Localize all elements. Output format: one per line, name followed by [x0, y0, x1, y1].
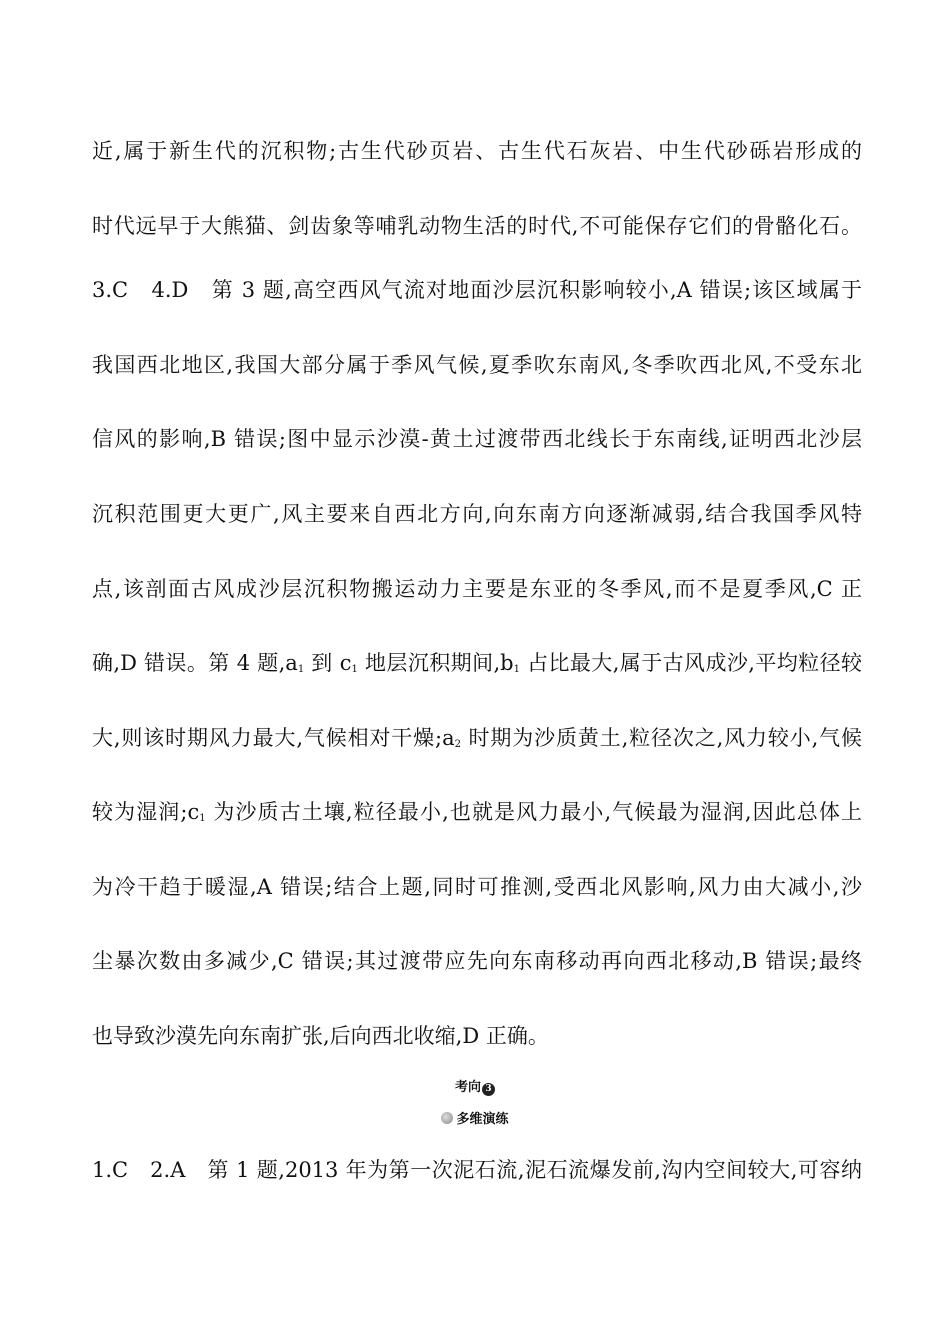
text-line: 1.C 2.A 第 1 题,2013 年为第一次泥石流,泥石流爆发前,沟内空间较大,可容纳 — [92, 1158, 862, 1182]
text-segment: 确,D 错误。第 4 题,a — [92, 651, 298, 675]
text-segment: 到 c — [304, 651, 352, 675]
text-line — [92, 797, 862, 834]
section-subtitle: 多维演练 — [456, 1112, 509, 1127]
text-line: 信风的影响,B 错误;图中显示沙漠-黄土过渡带西北线长于东南线,证明西北沙层 — [92, 427, 862, 451]
text-line: 沉积范围更大更广,风主要来自西北方向,向东南方向逐渐减弱,结合我国季风特 — [92, 502, 862, 526]
text-line: 近,属于新生代的沉积物;古生代砂页岩、古生代石灰岩、中生代砂砾岩形成的 — [92, 139, 862, 163]
text-segment: 为沙质古土壤,粒径最小,也就是风力最小,气候最为湿润,因此总体上 — [205, 800, 862, 824]
text-segment: 地层沉积期间,b — [357, 651, 514, 675]
text-line: 时代远早于大熊猫、剑齿象等哺乳动物生活的时代,不可能保存它们的骨骼化石。 — [92, 214, 862, 238]
subscript: 2 — [454, 739, 462, 750]
text-segment: 较为湿润;c — [92, 800, 200, 824]
text-line — [92, 723, 862, 760]
section-subheading — [0, 1108, 950, 1127]
subscript: 1 — [351, 664, 358, 675]
subscript: 1 — [513, 664, 520, 675]
text-line: 也导致沙漠先向东南扩张,后向西北收缩,D 正确。 — [92, 1024, 549, 1048]
text-line: 为冷干趋于暖湿,A 错误;结合上题,同时可推测,受西北风影响,风力由大减小,沙 — [92, 875, 862, 899]
text-segment: 时期为沙质黄土,粒径次之,风力较小,气候 — [461, 726, 862, 750]
text-line — [92, 648, 862, 685]
practice-icon — [441, 1112, 453, 1124]
text-segment: 占比最大,属于古风成沙,平均粒径较 — [519, 651, 863, 675]
text-segment: 大,则该时期风力最大,气候相对干燥;a — [92, 726, 455, 750]
text-line: 尘暴次数由多减少,C 错误;其过渡带应先向东南移动再向西北移动,B 错误;最终 — [92, 949, 862, 973]
subscript: 1 — [199, 813, 206, 824]
section-title: 考向 — [454, 1080, 481, 1095]
section-number-badge: 3 — [482, 1083, 495, 1096]
section-heading — [0, 1076, 950, 1096]
subscript: 1 — [297, 664, 305, 675]
text-line: 点,该剖面古风成沙层沉积物搬运动力主要是东亚的冬季风,而不是夏季风,C 正 — [92, 577, 862, 601]
text-line: 3.C 4.D 第 3 题,高空西风气流对地面沙层沉积影响较小,A 错误;该区域属于 — [92, 278, 862, 302]
text-line: 我国西北地区,我国大部分属于季风气候,夏季吹东南风,冬季吹西北风,不受东北 — [92, 353, 862, 377]
